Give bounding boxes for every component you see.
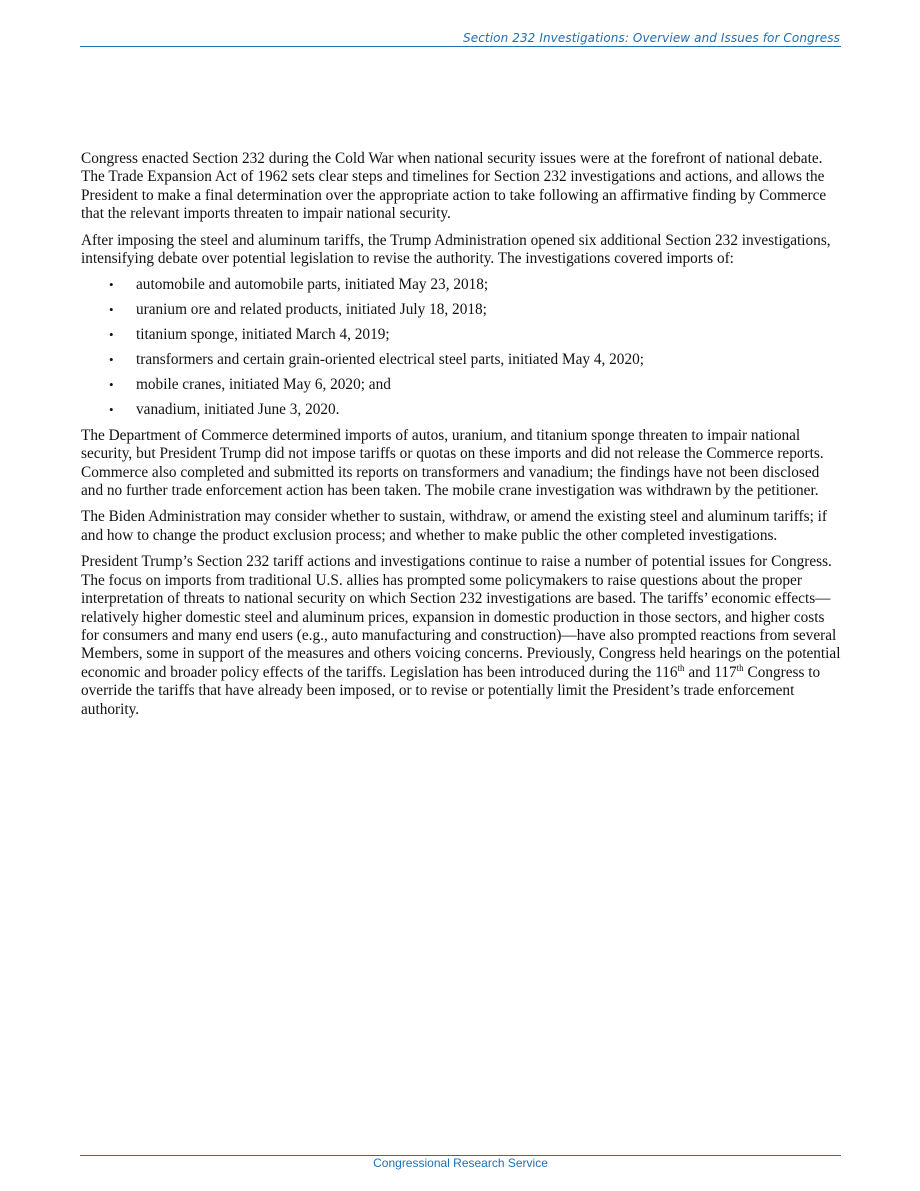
- list-item: [81, 301, 843, 319]
- paragraph-text: President Trump’s Section 232 tariff actions and investigations continue to raise a number of potential issues for Congress. The focus on imports from traditional U.S. allies has prompted some policymakers to raise questions about the proper interpretation of threats to national security on which Section 232 investigations are based. The tariffs’ economic effects—relatively higher domestic steel and aluminum prices, expansion in domestic production in those sectors, and higher costs for consumers and many end users (e.g., auto manufacturing and construction)—have also prompted reactions from several Members, some in support of the measures and others voicing concerns. Previously, Congress held hearings on the potential economic and broader policy effects of the tariffs. Legislation has been introduced during the 116: [81, 553, 841, 681]
- list-item: [81, 376, 843, 394]
- list-item: [81, 351, 843, 369]
- paragraph-text: Congress to override the tariffs that have already been imposed, or to revise or potentially limit the President’s trade enforcement authority.: [81, 663, 821, 718]
- list-item-text: vanadium, initiated June 3, 2020.: [136, 401, 340, 419]
- investigation-list: [81, 276, 843, 419]
- bullet-icon: •: [109, 277, 114, 293]
- list-item: [81, 276, 843, 294]
- list-item-text: mobile cranes, initiated May 6, 2020; and: [136, 376, 391, 394]
- paragraph-biden-administration: The Biden Administration may consider whether to sustain, withdraw, or amend the existing steel and aluminum tariffs; if and how to change the product exclusion process; and whether to make public the other completed investigations.: [81, 508, 827, 544]
- bullet-icon: •: [109, 377, 114, 393]
- ordinal-suffix: th: [736, 662, 744, 673]
- paragraph-enactment: Congress enacted Section 232 during the Cold War when national security issues were at the forefront of national debate. The Trade Expansion Act of 1962 sets clear steps and timelines for Section 232 investigations and actions, and allows the President to make a final determination over the appropriate action to take following an affirmative finding by Commerce that the relevant imports threaten to impair national security.: [81, 150, 827, 223]
- list-item-text: titanium sponge, initiated March 4, 2019;: [136, 326, 390, 344]
- bullet-icon: •: [109, 327, 114, 343]
- list-item: [81, 401, 843, 419]
- bullet-icon: •: [109, 302, 114, 318]
- paragraph-additional-investigations: After imposing the steel and aluminum tariffs, the Trump Administration opened six additional Section 232 investigations, intensifying debate over potential legislation to revise the authority. The investigations covered imports of:: [81, 231, 831, 268]
- document-body: [81, 150, 843, 727]
- running-footer: Congressional Research Service: [373, 1156, 548, 1170]
- paragraph-text: and 117: [684, 663, 737, 681]
- paragraph-issues-for-congress: [81, 553, 843, 719]
- header-divider: [80, 46, 841, 47]
- paragraph-commerce-findings: The Department of Commerce determined imports of autos, uranium, and titanium sponge threaten to impair national security, but President Trump did not impose tariffs or quotas on these imports and did not release the Commerce reports. Commerce also completed and submitted its reports on transformers and vanadium; the findings have not been disclosed and no further trade enforcement action has been taken. The mobile crane investigation was withdrawn by the petitioner.: [81, 426, 824, 500]
- list-item-text: uranium ore and related products, initiated July 18, 2018;: [136, 301, 487, 319]
- list-item-text: transformers and certain grain-oriented electrical steel parts, initiated May 4, 2020;: [136, 351, 645, 369]
- list-item-text: automobile and automobile parts, initiated May 23, 2018;: [136, 276, 489, 294]
- ordinal-suffix: th: [677, 662, 685, 673]
- running-header: Section 232 Investigations: Overview and Issues for Congress: [463, 31, 840, 45]
- list-item: [81, 326, 843, 344]
- bullet-icon: •: [109, 352, 114, 368]
- bullet-icon: •: [109, 402, 114, 418]
